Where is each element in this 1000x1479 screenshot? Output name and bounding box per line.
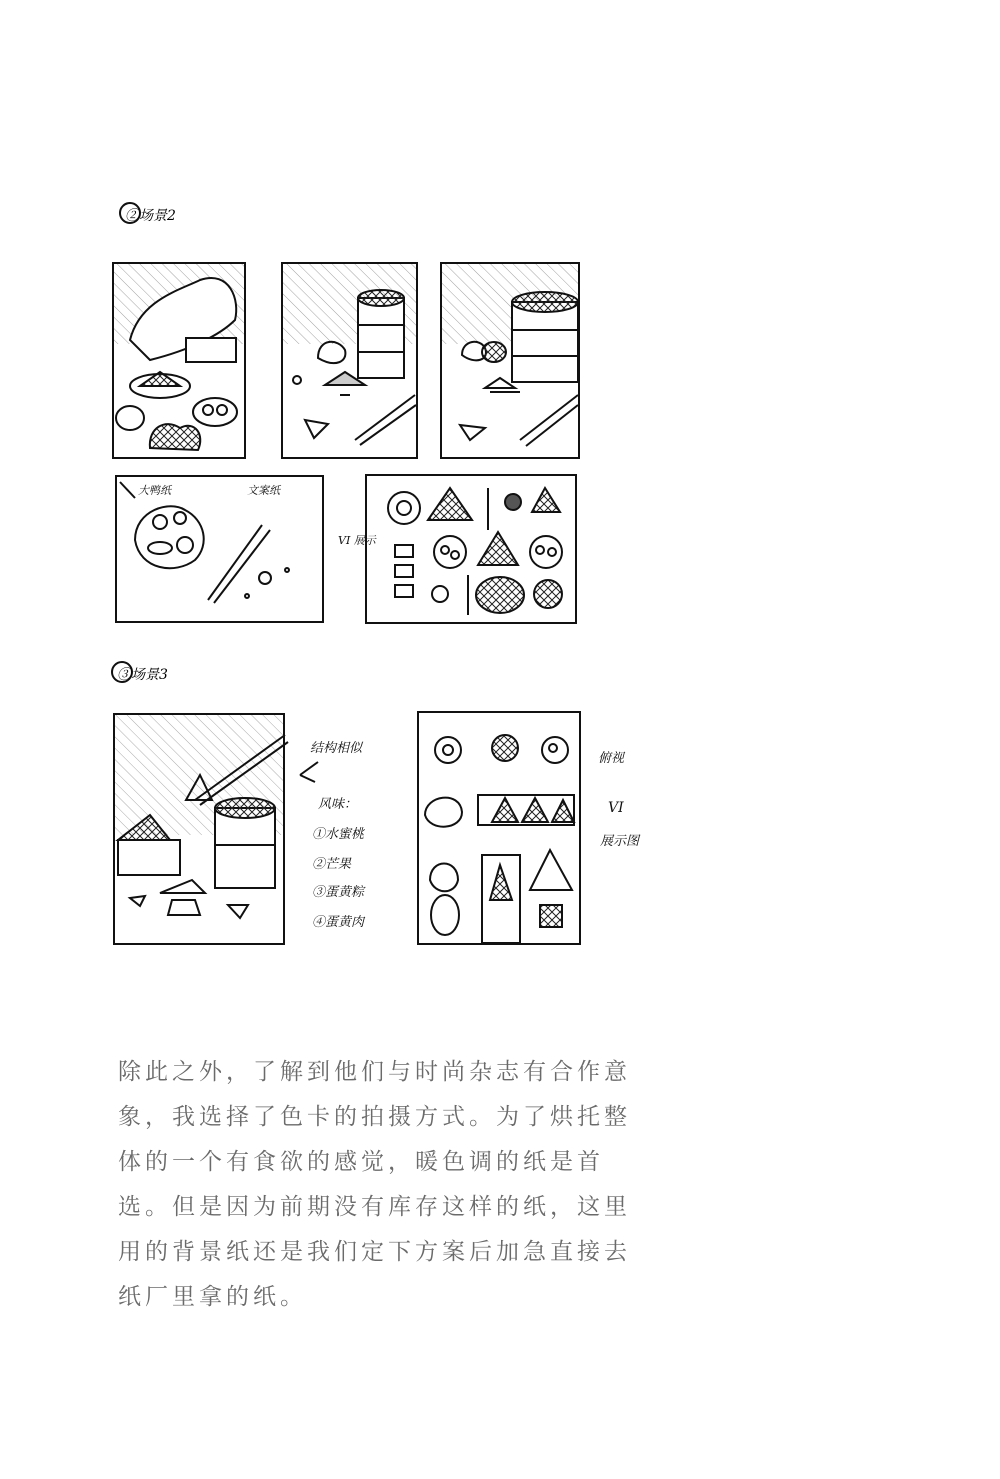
- note-c: VI 展示: [338, 534, 376, 547]
- note-l: 展示图: [600, 834, 640, 849]
- note-k: VI: [608, 800, 624, 816]
- scene2-panel-2: [282, 263, 417, 458]
- paragraph-line: 选。但是因为前期没有库存这样的纸，这里: [118, 1194, 631, 1220]
- note-h: ③蛋黄粽: [312, 885, 365, 900]
- body-paragraph: [118, 1050, 631, 1320]
- scene3-label: ③场景3: [117, 667, 168, 683]
- scene3-panel-1: [114, 714, 288, 944]
- paragraph-line: 纸厂里拿的纸。: [118, 1284, 307, 1310]
- note-e: 风味：: [318, 797, 358, 812]
- paragraph-line: 除此之外，了解到他们与时尚杂志有合作意: [118, 1059, 631, 1085]
- scene2-panel-3: [441, 263, 579, 458]
- note-f: ①水蜜桃: [312, 827, 365, 842]
- scene2-heading: [120, 203, 176, 224]
- scene2-panel-1: [113, 263, 245, 458]
- scene3-panel-2: [418, 712, 580, 944]
- paragraph-line: 用的背景纸还是我们定下方案后加急直接去: [118, 1239, 631, 1265]
- scene2-panel-4: [116, 476, 323, 622]
- note-j: 俯视: [598, 751, 625, 766]
- note-i: ④蛋黄肉: [312, 915, 365, 930]
- note-b: 文案纸: [247, 484, 280, 497]
- paragraph-line: 象，我选择了色卡的拍摄方式。为了烘托整: [118, 1104, 631, 1130]
- paragraph-line: 体的一个有食欲的感觉，暖色调的纸是首: [118, 1149, 604, 1175]
- scene2-label: ②场景2: [125, 208, 176, 224]
- arrow-icon: [300, 762, 318, 782]
- note-d: 结构相似: [310, 741, 363, 756]
- scene2-panel-5: [366, 475, 576, 623]
- note-g: ②芒果: [312, 857, 352, 872]
- scene3-heading: [112, 662, 168, 683]
- note-a: 大鸭纸: [138, 484, 171, 497]
